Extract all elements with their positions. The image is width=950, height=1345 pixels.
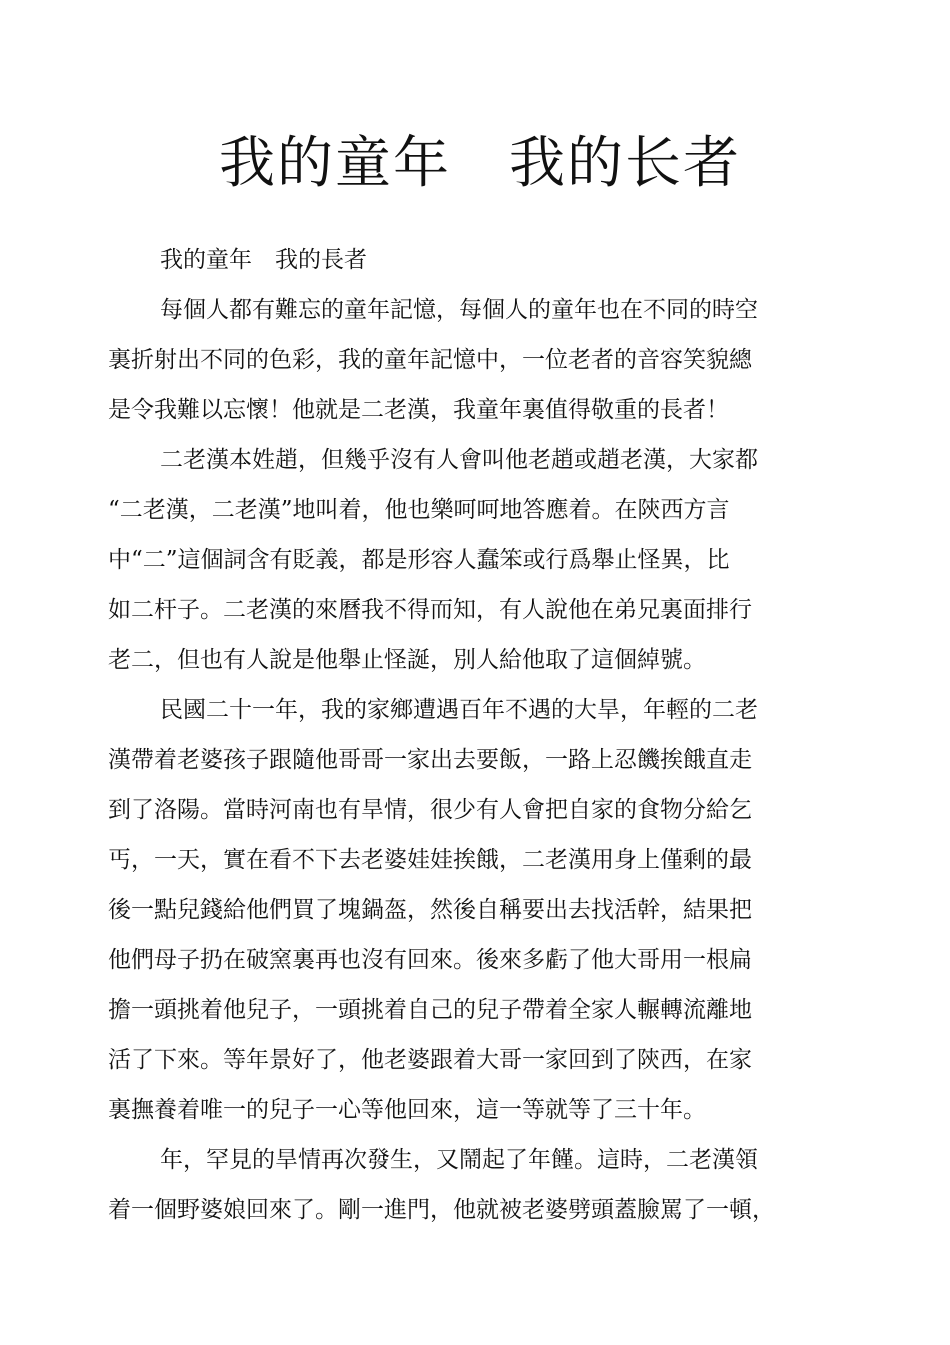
text-line: 着一個野婆娘回來了。剛一進門，他就被老婆劈頭蓋臉罵了一頓，: [108, 1197, 775, 1223]
text-line: 到了洛陽。當時河南也有旱情，很少有人會把自家的食物分給乞: [108, 797, 752, 823]
text-line: 如二杆子。二老漢的來曆我不得而知，有人說他在弟兄裏面排行: [108, 597, 752, 623]
text-line: 老二，但也有人說是他舉止怪誕，別人給他取了這個綽號。: [108, 647, 706, 673]
text-line: 後一點兒錢給他們買了塊鍋盔，然後自稱要出去找活幹，結果把: [108, 897, 752, 923]
text-line: 民國二十一年，我的家鄉遭遇百年不遇的大旱，年輕的二老: [160, 697, 758, 723]
text-line: 年，罕見的旱情再次發生，又鬧起了年饉。這時，二老漢領: [160, 1147, 758, 1173]
text-line: 裏撫養着唯一的兒子一心等他回來，這一等就等了三十年。: [108, 1097, 706, 1123]
text-line: 中“二”這個詞含有貶義，都是形容人蠢笨或行爲舉止怪異，比: [108, 547, 730, 573]
text-line: “二老漢，二老漢”地叫着，他也樂呵呵地答應着。在陝西方言: [108, 497, 730, 523]
text-line: 漢帶着老婆孩子跟隨他哥哥一家出去要飯，一路上忍饑挨餓直走: [108, 747, 752, 773]
document-title: 我的童年 我的长者: [219, 131, 741, 196]
text-line: 是令我難以忘懷！他就是二老漢，我童年裏值得敬重的長者！: [108, 397, 729, 423]
text-line: 擔一頭挑着他兒子，一頭挑着自己的兒子帶着全家人輾轉流離地: [108, 997, 752, 1023]
text-line: 二老漢本姓趙，但幾乎沒有人會叫他老趙或趙老漢，大家都: [160, 447, 758, 473]
text-line: 他們母子扔在破窯裏再也沒有回來。後來多虧了他大哥用一根扁: [108, 947, 752, 973]
text-line: 活了下來。等年景好了，他老婆跟着大哥一家回到了陝西，在家: [108, 1047, 752, 1073]
text-line: 我的童年 我的長者: [160, 247, 367, 273]
text-line: 丐，一天，實在看不下去老婆娃娃挨餓，二老漢用身上僅剩的最: [108, 847, 752, 873]
text-line: 每個人都有難忘的童年記憶，每個人的童年也在不同的時空: [160, 297, 758, 323]
document-body: [108, 235, 775, 1235]
text-line: 裏折射出不同的色彩，我的童年記憶中，一位老者的音容笑貌總: [108, 347, 752, 373]
